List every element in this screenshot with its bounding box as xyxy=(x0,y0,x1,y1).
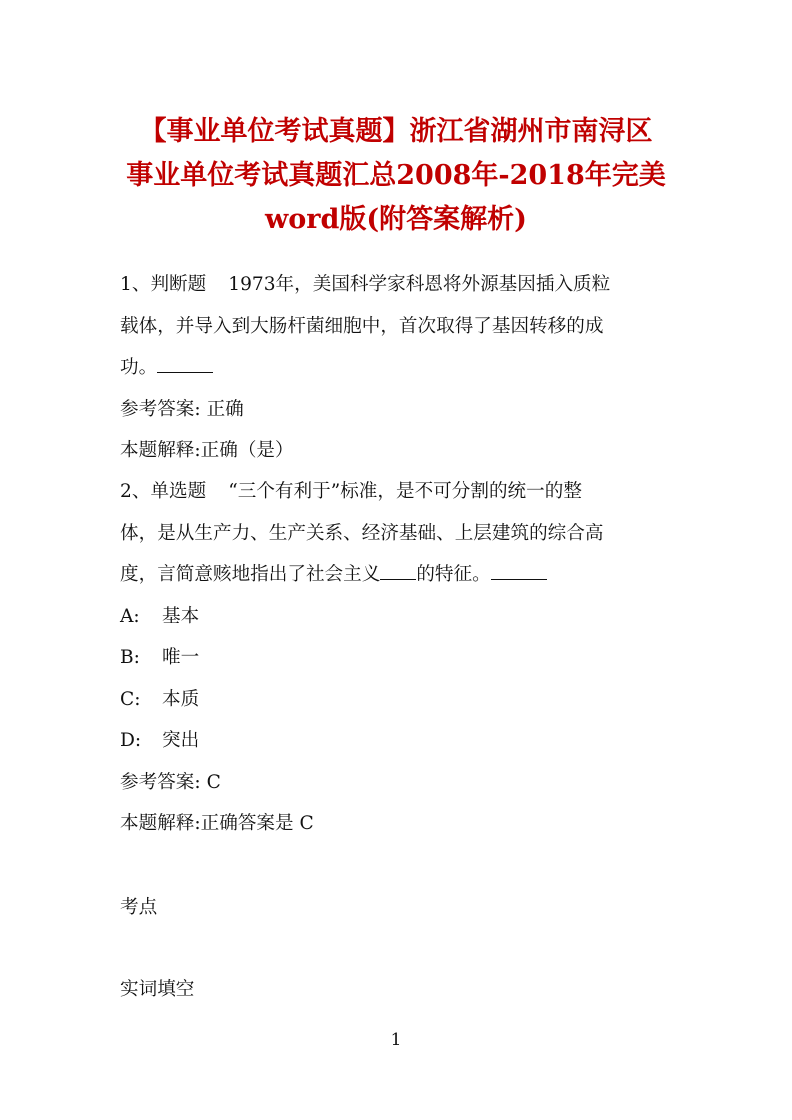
page-number: 1 xyxy=(390,1030,402,1050)
q1-answer xyxy=(120,389,676,431)
q2-option-b xyxy=(120,637,676,679)
q1-explanation xyxy=(120,430,676,472)
q1-line-3 xyxy=(120,347,676,389)
q2-line-2: 体，是从生产力、生产关系、经济基础、上层建筑的综合高 xyxy=(120,522,604,544)
q2-option-a-letter: A: xyxy=(120,605,140,627)
section-shici: 实词填空 xyxy=(120,979,195,1000)
q2-line-3 xyxy=(120,554,676,596)
q2-option-c-letter: C: xyxy=(120,688,141,710)
q1-text-1: 1973年，美国科学家科恩将外源基因插入质粒 xyxy=(228,274,611,295)
q2-type: 单选题 xyxy=(150,481,207,502)
q1-number: 1、 xyxy=(120,274,151,295)
q1-line-1 xyxy=(120,264,676,306)
document-title xyxy=(118,110,674,242)
q2-explanation-label: 本题解释: xyxy=(120,813,201,834)
q2-answer-value: C xyxy=(206,771,221,793)
q2-answer-label: 参考答案: xyxy=(120,771,201,793)
q1-answer-blank xyxy=(157,354,213,373)
q2-explanation-value: 正确答案是 C xyxy=(200,813,314,834)
q1-type: 判断题 xyxy=(150,274,207,295)
title-line-3: word版(附答案解析) xyxy=(265,204,527,235)
q2-text-1: “三个有利于”标准，是不可分割的统一的整 xyxy=(228,481,582,502)
title-line-2: 事业单位考试真题汇总2008年-2018年完美 xyxy=(126,160,666,191)
title-line-1: 【事业单位考试真题】浙江省湖州市南浔区 xyxy=(139,116,653,147)
q2-line-1 xyxy=(120,471,676,513)
q2-number: 2、 xyxy=(120,481,151,502)
q2-option-d-letter: D: xyxy=(120,730,142,751)
q1-explanation-value: 正确（是） xyxy=(200,440,294,461)
section-kaodian: 考点 xyxy=(120,897,158,918)
q1-explanation-label: 本题解释: xyxy=(120,440,201,461)
q1-text-3: 功。 xyxy=(120,357,158,378)
q1-answer-label: 参考答案: xyxy=(120,398,201,420)
q1-answer-value: 正确 xyxy=(206,398,244,420)
q2-option-b-text: 唯一 xyxy=(162,647,200,668)
q2-option-a-text: 基本 xyxy=(162,605,200,627)
q2-option-c-text: 本质 xyxy=(162,688,200,710)
q2-explanation xyxy=(120,803,676,845)
q2-option-c xyxy=(120,679,676,721)
q2-option-a xyxy=(120,596,676,638)
q2-answer xyxy=(120,762,676,804)
q2-inline-blank xyxy=(380,561,416,580)
question-2 xyxy=(120,471,676,845)
question-1 xyxy=(120,264,676,472)
q2-option-b-letter: B: xyxy=(120,647,140,668)
q2-answer-blank xyxy=(491,561,547,580)
q1-line-2: 载体，并导入到大肠杆菌细胞中，首次取得了基因转移的成 xyxy=(120,315,604,337)
q2-text-3a: 度，言简意赅地指出了社会主义 xyxy=(120,564,381,585)
q2-option-d xyxy=(120,720,676,762)
q2-text-3b: 的特征。 xyxy=(416,564,491,585)
q2-option-d-text: 突出 xyxy=(162,730,200,751)
